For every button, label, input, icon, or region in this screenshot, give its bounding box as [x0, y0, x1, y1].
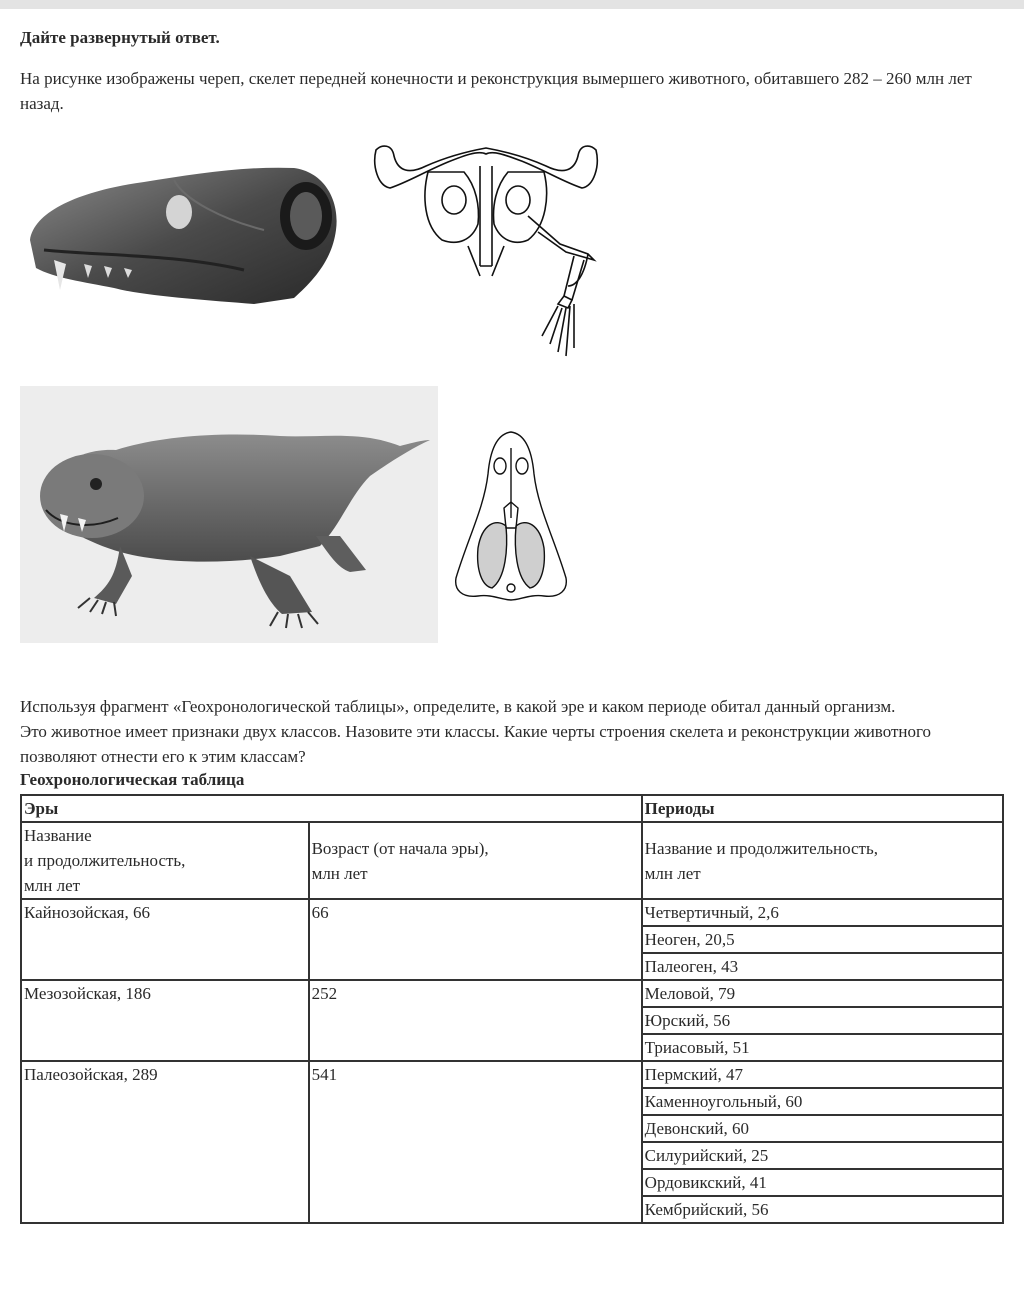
period-cell: Ордовикский, 41 [642, 1169, 1003, 1196]
task-heading: Дайте развернутый ответ. [20, 28, 220, 47]
era-name-header-line2: и продолжительность, [24, 851, 186, 870]
eras-header: Эры [21, 795, 642, 822]
era-name-cell: Кайнозойская, 66 [21, 899, 309, 980]
period-cell: Кембрийский, 56 [642, 1196, 1003, 1223]
period-cell: Юрский, 56 [642, 1007, 1003, 1034]
period-cell: Меловой, 79 [642, 980, 1003, 1007]
periods-header: Периоды [642, 795, 1003, 822]
table-title: Геохронологическая таблица [20, 770, 245, 789]
era-age-cell: 252 [309, 980, 642, 1061]
age-header-line1: Возраст (от начала эры), [311, 838, 489, 858]
forelimb-skeleton-drawing [368, 136, 604, 376]
period-cell: Палеоген, 43 [642, 953, 1003, 980]
era-name-header-line3: млн лет [24, 876, 81, 895]
age-header [309, 822, 642, 899]
era-name-header [21, 822, 309, 899]
period-cell: Четвертичный, 2,6 [642, 899, 1003, 926]
period-cell: Силурийский, 25 [642, 1142, 1003, 1169]
intro-block [20, 66, 1010, 116]
skull-ventral-drawing [448, 428, 574, 604]
question-line-1: Используя фрагмент «Геохронологической таблицы», определите, в какой эре и каком периоде обитал данный организм. [20, 697, 896, 716]
period-cell: Девонский, 60 [642, 1115, 1003, 1142]
intro-text: На рисунке изображены череп, скелет передней конечности и реконструкция вымершего животного, обитавшего 282 – 260 млн лет назад. [20, 69, 972, 113]
task-heading-block [20, 27, 1006, 49]
period-header-line2: млн лет [644, 863, 701, 883]
era-name-cell: Палеозойская, 289 [21, 1061, 309, 1223]
question-block [20, 694, 1010, 769]
age-header-line2: млн лет [311, 863, 368, 883]
period-cell: Пермский, 47 [642, 1061, 1003, 1088]
period-cell: Триасовый, 51 [642, 1034, 1003, 1061]
era-name-header-line1: Название [24, 826, 92, 845]
reconstruction-image [20, 386, 438, 643]
period-header [642, 822, 1003, 899]
period-header-line1: Название и продолжительность, [644, 838, 878, 858]
geochronology-table [20, 794, 1004, 1224]
era-age-cell: 66 [309, 899, 642, 980]
top-bar [0, 0, 1024, 9]
question-line-2: Это животное имеет признаки двух классов. Назовите эти классы. Какие черты строения скелета и реконструкции животного позволяют отнести его к этим классам? [20, 722, 932, 766]
period-cell: Каменноугольный, 60 [642, 1088, 1003, 1115]
era-name-cell: Мезозойская, 186 [21, 980, 309, 1061]
era-age-cell: 541 [309, 1061, 642, 1223]
period-cell: Неоген, 20,5 [642, 926, 1003, 953]
skull-image [24, 160, 342, 308]
